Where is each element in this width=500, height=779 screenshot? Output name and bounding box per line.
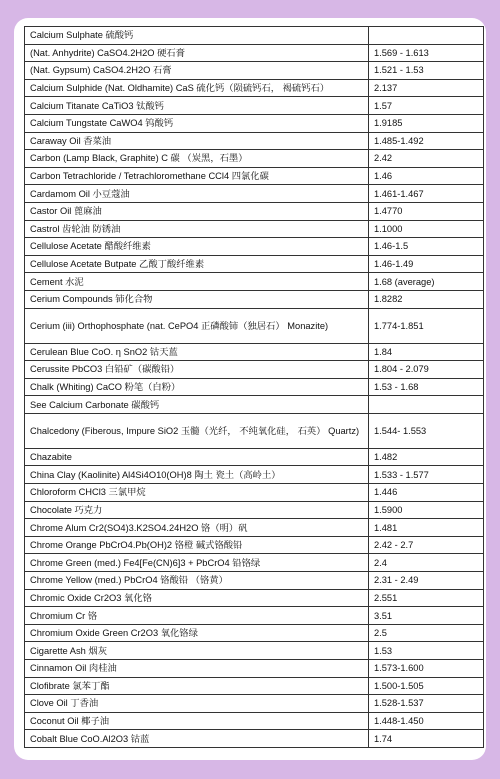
substance-cell: Cellulose Acetate 醋酸纤维素	[25, 238, 369, 256]
substance-cell: Castrol 齿轮油 防锈油	[25, 220, 369, 238]
refractive-index-cell: 2.551	[369, 589, 484, 607]
substance-cell: Calcium Sulphate 硫酸钙	[25, 27, 369, 45]
substance-cell: Cerium (iii) Orthophosphate (nat. CePO4 正磷酸铈（独居石） Monazite)	[25, 308, 369, 343]
table-row	[25, 589, 484, 607]
table-row	[25, 185, 484, 203]
table-row	[25, 27, 484, 45]
table-row	[25, 361, 484, 379]
refractive-index-cell: 1.84	[369, 343, 484, 361]
refractive-index-cell: 1.9185	[369, 114, 484, 132]
substance-cell: (Nat. Anhydrite) CaSO4.2H2O 硬石膏	[25, 44, 369, 62]
table-row	[25, 413, 484, 448]
refractive-index-cell: 1.500-1.505	[369, 677, 484, 695]
table-row	[25, 660, 484, 678]
substance-cell: Chalcedony (Fiberous, Impure SiO2 玉髓（光纤， 不纯氧化硅， 石英） Quartz)	[25, 413, 369, 448]
table-row	[25, 79, 484, 97]
substance-cell: Clofibrate 氯苯丁酯	[25, 677, 369, 695]
table-row	[25, 554, 484, 572]
substance-cell: Chloroform CHCl3 三氯甲烷	[25, 484, 369, 502]
substance-cell: Clove Oil 丁香油	[25, 695, 369, 713]
refractive-index-cell: 1.544- 1.553	[369, 413, 484, 448]
substance-cell: Cerium Compounds 铈化合物	[25, 290, 369, 308]
substance-cell: Calcium Tungstate CaWO4 钨酸钙	[25, 114, 369, 132]
refractive-index-cell: 1.53 - 1.68	[369, 378, 484, 396]
substance-cell: Chazabite	[25, 448, 369, 466]
substance-cell: Cinnamon Oil 肉桂油	[25, 660, 369, 678]
refractive-index-cell: 1.4770	[369, 202, 484, 220]
refractive-index-cell: 1.573-1.600	[369, 660, 484, 678]
substance-cell: Chromium Oxide Green Cr2O3 氧化铬绿	[25, 624, 369, 642]
table-row	[25, 167, 484, 185]
substance-cell: Carbon Tetrachloride / Tetrachloromethane CCl4 四氯化碳	[25, 167, 369, 185]
refractive-index-cell: 1.533 - 1.577	[369, 466, 484, 484]
refractive-index-cell: 2.5	[369, 624, 484, 642]
substance-cell: See Calcium Carbonate 碳酸钙	[25, 396, 369, 414]
refractive-index-cell: 1.448-1.450	[369, 712, 484, 730]
substance-cell: Castor Oil 蓖麻油	[25, 202, 369, 220]
refractive-index-cell	[369, 396, 484, 414]
refractive-index-cell: 1.57	[369, 97, 484, 115]
table-row	[25, 62, 484, 80]
refractive-index-cell: 1.804 - 2.079	[369, 361, 484, 379]
table-row	[25, 448, 484, 466]
substance-cell: Coconut Oil 椰子油	[25, 712, 369, 730]
refractive-index-cell: 1.482	[369, 448, 484, 466]
table-row	[25, 677, 484, 695]
substance-cell: Cement 水泥	[25, 273, 369, 291]
table-row	[25, 202, 484, 220]
substance-cell: Cellulose Acetate Butpate 乙酸丁酸纤维素	[25, 255, 369, 273]
table-row	[25, 378, 484, 396]
table-row	[25, 624, 484, 642]
substance-cell: (Nat. Gypsum) CaSO4.2H2O 石膏	[25, 62, 369, 80]
substance-cell: Chrome Orange PbCrO4.Pb(OH)2 铬橙 碱式铬酸铅	[25, 536, 369, 554]
refractive-index-cell: 1.485-1.492	[369, 132, 484, 150]
refractive-index-cell: 1.446	[369, 484, 484, 502]
table-row	[25, 273, 484, 291]
substance-cell: Chrome Yellow (med.) PbCrO4 铬酸铅 （铬黄）	[25, 572, 369, 590]
refractive-index-cell: 1.46-1.49	[369, 255, 484, 273]
substance-cell: Chrome Alum Cr2(SO4)3.K2SO4.24H2O 铬（明）矾	[25, 519, 369, 537]
table-row	[25, 501, 484, 519]
refractive-index-cell: 1.774-1.851	[369, 308, 484, 343]
substance-cell: Chalk (Whiting) CaCO 粉笔（白粉）	[25, 378, 369, 396]
refractive-index-cell: 1.74	[369, 730, 484, 748]
refractive-index-table	[24, 26, 484, 748]
refractive-index-cell: 1.528-1.537	[369, 695, 484, 713]
table-row	[25, 536, 484, 554]
refractive-index-cell: 1.481	[369, 519, 484, 537]
substance-cell: Chocolate 巧克力	[25, 501, 369, 519]
substance-cell: Carbon (Lamp Black, Graphite) C 碳 （炭黑，石墨）	[25, 150, 369, 168]
substance-cell: Cerussite PbCO3 白铅矿（碳酸铅）	[25, 361, 369, 379]
refractive-index-cell: 1.46	[369, 167, 484, 185]
refractive-index-cell: 1.5900	[369, 501, 484, 519]
table-row	[25, 97, 484, 115]
table-row	[25, 695, 484, 713]
substance-cell: Cobalt Blue CoO.Al2O3 钴蓝	[25, 730, 369, 748]
refractive-index-cell	[369, 27, 484, 45]
table-row	[25, 343, 484, 361]
table-row	[25, 238, 484, 256]
substance-cell: Chromium Cr 铬	[25, 607, 369, 625]
substance-cell: Calcium Titanate CaTiO3 钛酸钙	[25, 97, 369, 115]
substance-cell: Calcium Sulphide (Nat. Oldhamite) CaS 硫化钙（陨硫钙石， 褐硫钙石）	[25, 79, 369, 97]
table-row	[25, 290, 484, 308]
table-row	[25, 484, 484, 502]
document-page	[14, 18, 486, 760]
table-row	[25, 44, 484, 62]
table-row	[25, 572, 484, 590]
substance-cell: Cerulean Blue CoO. η SnO2 钴天蓝	[25, 343, 369, 361]
table-row	[25, 150, 484, 168]
table-row	[25, 255, 484, 273]
refractive-index-cell: 1.569 - 1.613	[369, 44, 484, 62]
refractive-index-cell: 2.4	[369, 554, 484, 572]
substance-cell: China Clay (Kaolinite) Al4Si4O10(OH)8 陶土 瓷土（高岭土）	[25, 466, 369, 484]
table-row	[25, 607, 484, 625]
table-row	[25, 642, 484, 660]
table-row	[25, 730, 484, 748]
table-row	[25, 519, 484, 537]
refractive-index-cell: 1.8282	[369, 290, 484, 308]
substance-cell: Chrome Green (med.) Fe4[Fe(CN)6]3 + PbCrO4 铅铬绿	[25, 554, 369, 572]
table-row	[25, 466, 484, 484]
table-row	[25, 114, 484, 132]
substance-cell: Cardamom Oil 小豆蔻油	[25, 185, 369, 203]
table-row	[25, 308, 484, 343]
refractive-index-cell: 2.137	[369, 79, 484, 97]
table-row	[25, 712, 484, 730]
refractive-index-cell: 2.42 - 2.7	[369, 536, 484, 554]
refractive-index-cell: 2.31 - 2.49	[369, 572, 484, 590]
substance-cell: Cigarette Ash 烟灰	[25, 642, 369, 660]
substance-cell: Caraway Oil 香菜油	[25, 132, 369, 150]
refractive-index-cell: 1.1000	[369, 220, 484, 238]
refractive-index-cell: 1.68 (average)	[369, 273, 484, 291]
table-row	[25, 132, 484, 150]
refractive-index-cell: 1.461-1.467	[369, 185, 484, 203]
table-row	[25, 220, 484, 238]
refractive-index-cell: 1.521 - 1.53	[369, 62, 484, 80]
table-row	[25, 396, 484, 414]
substance-cell: Chromic Oxide Cr2O3 氧化铬	[25, 589, 369, 607]
refractive-index-cell: 1.46-1.5	[369, 238, 484, 256]
refractive-index-cell: 3.51	[369, 607, 484, 625]
refractive-index-cell: 1.53	[369, 642, 484, 660]
refractive-index-cell: 2.42	[369, 150, 484, 168]
